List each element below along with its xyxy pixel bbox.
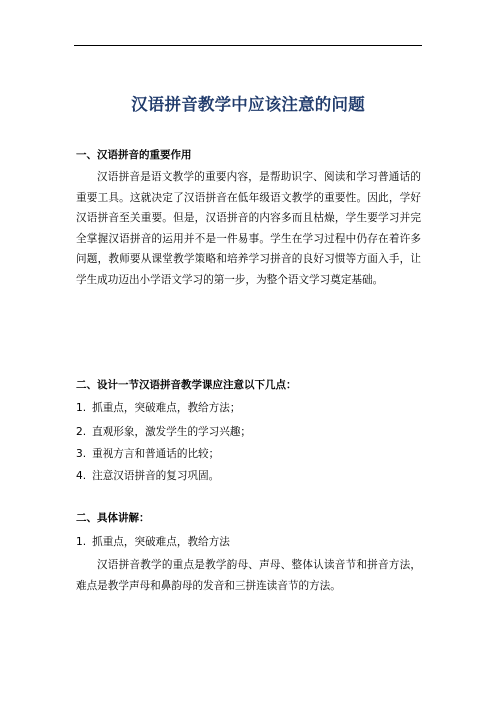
section-1-heading: 一、汉语拼音的重要作用: [76, 149, 192, 161]
list-item: [76, 534, 230, 549]
list-item-number: 1.: [76, 402, 87, 414]
list-item-number: 2.: [76, 426, 87, 438]
section-2-heading: 二、设计一节汉语拼音教学课应注意以下几点：: [76, 379, 297, 391]
header-rule: [74, 45, 422, 46]
list-item-text: 抓重点，突破难点，教给方法: [92, 536, 230, 548]
section-1-paragraph: 汉语拼音是语文教学的重要内容，是帮助识字、阅读和学习普通话的重要工具。这就决定了汉语拼音在低年级语文教学的重要性。因此，学好汉语拼音至关重要。但是，汉语拼音的内容多而且枯燥，学生要学习并完全掌握汉语拼音的运用并不是一件易事。学生在学习过程中仍存在着许多问题，教师要从课堂教学策略和培养学习拼音的良好习惯等方面入手，让学生成功迈出小学语文学习的第一步，为整个语文学习奠定基础。: [76, 171, 421, 286]
list-item: [76, 468, 219, 483]
list-item: [76, 424, 251, 439]
section-3-paragraph: 汉语拼音教学的重点是教学韵母、声母、整体认读音节和拼音方法，难点是教学声母和鼻韵母的发音和三拼连读音节的方法。: [76, 559, 421, 592]
list-item-number: 1.: [76, 536, 87, 548]
list-item-number: 3.: [76, 448, 87, 460]
list-item: [76, 400, 240, 415]
section-3-heading: 二、具体讲解：: [76, 512, 150, 524]
document-title: 汉语拼音教学中应该注意的问题: [131, 95, 365, 114]
list-item-text: 注意汉语拼音的复习巩固。: [92, 470, 220, 482]
list-item-text: 抓重点，突破难点，教给方法；: [92, 402, 241, 414]
list-item-text: 重视方言和普通话的比较；: [92, 448, 220, 460]
list-item: [76, 446, 219, 461]
list-item-number: 4.: [76, 470, 87, 482]
list-item-text: 直观形象，激发学生的学习兴趣；: [92, 426, 252, 438]
